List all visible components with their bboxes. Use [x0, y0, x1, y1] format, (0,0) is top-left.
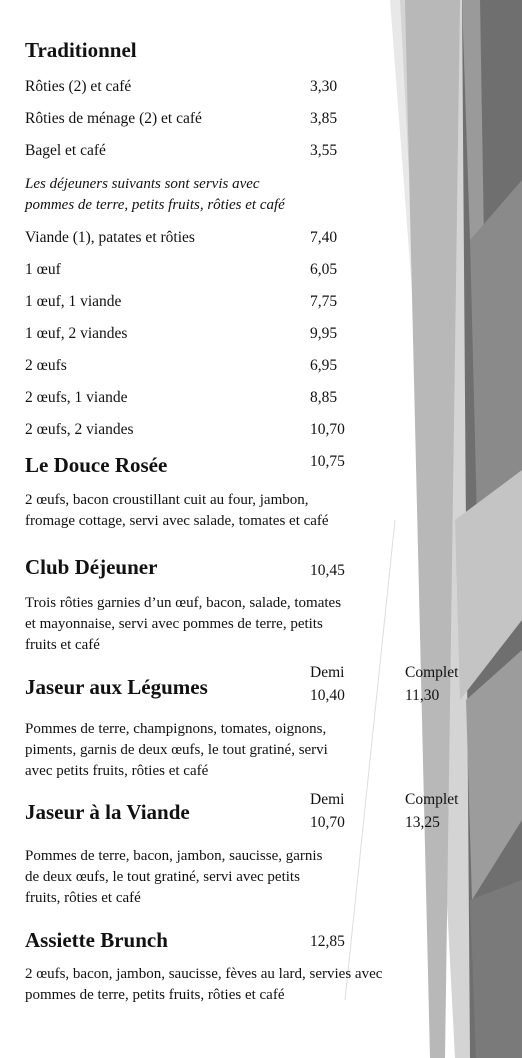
size-label-demi: Demi: [310, 664, 345, 681]
menu-item-price: 3,55: [310, 142, 338, 159]
menu-item-price: 3,30: [310, 78, 338, 95]
menu-item-price-demi: 10,70: [310, 814, 345, 831]
menu-item-name: 2 œufs, 2 viandes: [25, 421, 134, 438]
menu-item-price: 10,70: [310, 421, 345, 438]
menu-item-price: 7,75: [310, 293, 338, 310]
menu-description-line: Trois rôties garnies d’un œuf, bacon, salade, tomates: [25, 595, 342, 611]
menu-item-price: 6,95: [310, 357, 338, 374]
menu-note-line: pommes de terre, petits fruits, rôties et café: [25, 197, 285, 213]
menu-description-line: 2 œufs, bacon croustillant cuit au four, jambon,: [25, 492, 309, 508]
section-title-traditionnel: Traditionnel: [25, 38, 137, 62]
menu-description-line: Pommes de terre, champignons, tomates, oignons,: [25, 721, 327, 737]
menu-item-price-complet: 13,25: [405, 814, 440, 831]
menu-description-line: avec petits fruits, rôties et café: [25, 763, 209, 779]
size-label-complet: Complet: [405, 664, 459, 681]
section-title-jaseur-legumes: Jaseur aux Légumes: [25, 675, 208, 699]
menu-item-name: Bagel et café: [25, 142, 106, 159]
menu-item-price: 10,75: [310, 453, 345, 470]
menu-item-name: 1 œuf, 2 viandes: [25, 325, 128, 342]
menu-item-name: 1 œuf, 1 viande: [25, 293, 122, 310]
section-title-douce-rosee: Le Douce Rosée: [25, 453, 168, 477]
section-title-club: Club Déjeuner: [25, 555, 158, 579]
menu-description-line: fruits, rôties et café: [25, 890, 141, 906]
menu-item-price-complet: 11,30: [405, 687, 440, 704]
section-title-jaseur-viande: Jaseur à la Viande: [25, 800, 190, 824]
menu-description-line: Pommes de terre, bacon, jambon, saucisse, garnis: [25, 848, 323, 864]
menu-item-price: 8,85: [310, 389, 338, 406]
menu-item-name: 2 œufs, 1 viande: [25, 389, 128, 406]
menu-note-line: Les déjeuners suivants sont servis avec: [25, 176, 260, 192]
menu-item-price: 12,85: [310, 933, 345, 950]
menu-description-line: fruits et café: [25, 637, 100, 653]
menu-description-line: 2 œufs, bacon, jambon, saucisse, fèves au lard, servies avec: [25, 966, 383, 982]
menu-item-price: 3,85: [310, 110, 338, 127]
menu-item-price-demi: 10,40: [310, 687, 345, 704]
menu-item-price: 9,95: [310, 325, 338, 342]
menu-description-line: fromage cottage, servi avec salade, tomates et café: [25, 513, 329, 529]
section-title-brunch: Assiette Brunch: [25, 928, 168, 952]
menu-item-price: 7,40: [310, 229, 338, 246]
menu-item-name: 1 œuf: [25, 261, 61, 278]
size-label-demi: Demi: [310, 791, 345, 808]
menu-description-line: piments, garnis de deux œufs, le tout gratiné, servi: [25, 742, 328, 758]
menu-item-name: Rôties de ménage (2) et café: [25, 110, 202, 127]
menu-description-line: de deux œufs, le tout gratiné, servi avec petits: [25, 869, 300, 885]
menu-description-line: pommes de terre, petits fruits, rôties et café: [25, 987, 285, 1003]
menu-item-price: 10,45: [310, 562, 345, 579]
menu-item-name: Viande (1), patates et rôties: [25, 229, 195, 246]
menu-item-name: 2 œufs: [25, 357, 67, 374]
menu-item-name: Rôties (2) et café: [25, 78, 132, 95]
size-label-complet: Complet: [405, 791, 459, 808]
menu-description-line: et mayonnaise, servi avec pommes de terre, petits: [25, 616, 323, 632]
menu-item-price: 6,05: [310, 261, 338, 278]
